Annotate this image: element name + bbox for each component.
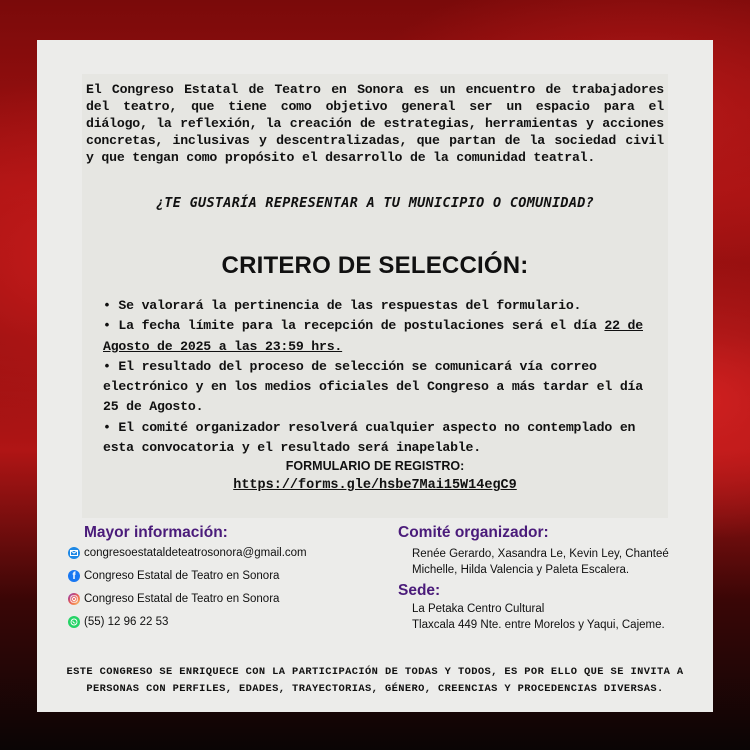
criteria-item-1: • Se valorará la pertinencia de las respuestas del formulario.	[103, 298, 582, 313]
form-title: FORMULARIO DE REGISTRO:	[285, 459, 465, 473]
contact-instagram-text: Congreso Estatal de Teatro en Sonora	[84, 593, 280, 605]
footer-line-2: PERSONAS CON PERFILES, EDADES, TRAYECTORIAS, GÉNERO, CREENCIAS Y PROCEDENCIAS DIVERSAS.	[86, 683, 664, 695]
committee-members-line-2: Michelle, Hilda Valencia y Paleta Escalera.	[412, 564, 630, 576]
contact-phone[interactable]	[68, 614, 168, 630]
committee-members	[412, 546, 669, 578]
criteria-list	[103, 296, 651, 458]
criteria-item-4: • El comité organizador resolverá cualquier aspecto no contemplado en esta convocatoria y el resultado será inapelable.	[103, 419, 636, 456]
contact-phone-text: (55) 12 96 22 53	[84, 616, 169, 628]
contact-email-text: congresoestataldeteatrosonora@gmail.com	[84, 547, 307, 559]
form-link[interactable]: https://forms.gle/hsbe7Mai15W14egC9	[233, 478, 517, 493]
venue-name: La Petaka Centro Cultural	[412, 603, 545, 615]
criteria-item-3: • El resultado del proceso de selección se comunicará vía correo electrónico y en los medios oficiales del Congreso a más tardar el día 25 de Agosto.	[103, 358, 643, 415]
contact-email[interactable]	[68, 545, 307, 561]
venue-info	[412, 601, 665, 633]
footer-line-1: ESTE CONGRESO SE ENRIQUECE CON LA PARTICIPACIÓN DE TODAS Y TODOS, ES POR ELLO QUE SE INVITA A	[66, 666, 684, 678]
venue-address: Tlaxcala 449 Nte. entre Morelos y Yaqui, Cajeme.	[412, 619, 665, 631]
contact-title: Mayor información:	[84, 524, 228, 541]
deadline-date: 22 de Agosto de 2025 a las 23:59 hrs.	[103, 318, 643, 354]
contact-instagram[interactable]	[68, 591, 279, 607]
venue-title: Sede:	[398, 582, 441, 599]
committee-title: Comité organizador:	[398, 524, 549, 541]
whatsapp-icon	[68, 616, 80, 628]
facebook-icon: f	[68, 570, 80, 582]
criteria-title: CRITERO DE SELECCIÓN:	[221, 252, 529, 279]
call-question: ¿TE GUSTARÍA REPRESENTAR A TU MUNICIPIO O COMUNIDAD?	[155, 195, 595, 211]
committee-members-line-1: Renée Gerardo, Xasandra Le, Kevin Ley, Chanteé	[412, 548, 669, 560]
instagram-icon	[68, 593, 80, 605]
footer-note	[55, 664, 695, 698]
contact-facebook[interactable]	[68, 568, 279, 584]
mail-icon	[68, 547, 80, 559]
intro-paragraph: El Congreso Estatal de Teatro en Sonora es un encuentro de trabajadores del teatro, que tiene como objetivo general ser un espacio para el diálogo, la reflexión, la creación de estrategias, herramientas y acciones concretas, inclusivas y descentralizadas, que partan de la sociedad civil y que tengan como propósito el desarrollo de la comunidad teatral.	[86, 82, 664, 165]
criteria-item-2	[103, 316, 651, 357]
contact-facebook-text: Congreso Estatal de Teatro en Sonora	[84, 570, 280, 582]
criteria-item-2-text: • La fecha límite para la recepción de postulaciones será el día	[103, 318, 605, 334]
